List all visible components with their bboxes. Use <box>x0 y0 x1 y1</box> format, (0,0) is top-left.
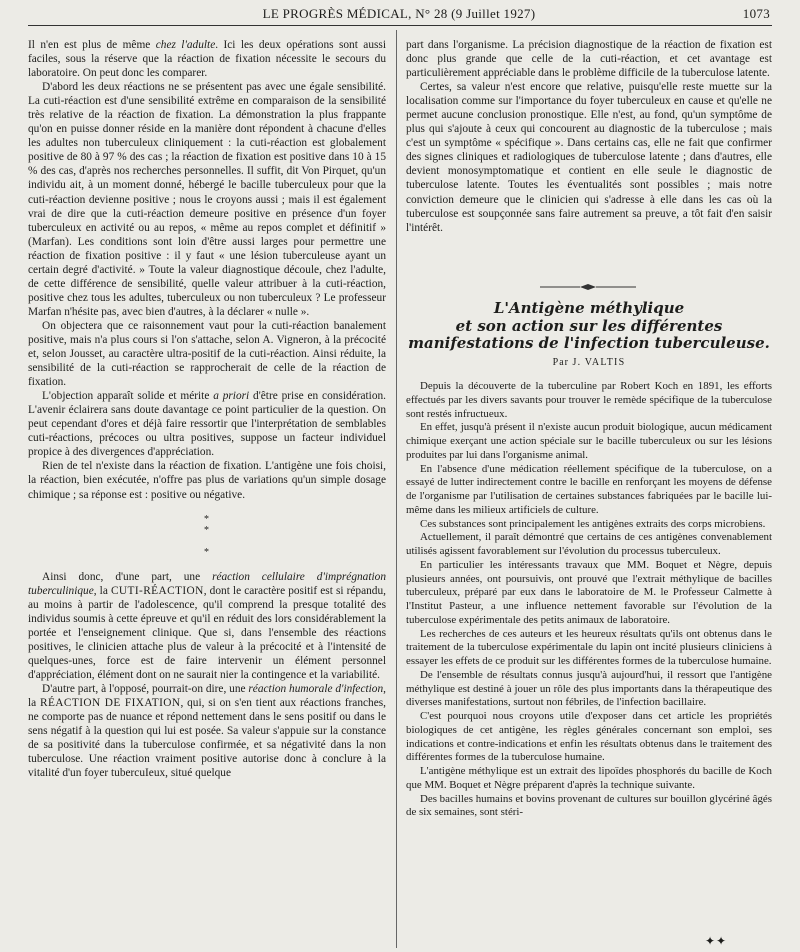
right-column-lower <box>406 380 772 820</box>
paragraph: Des bacilles humains et bovins provenant de cultures sur bouillon glycériné âgés de six semaines, sont stéri- <box>406 792 772 819</box>
text-run: . Ici les deux opérations sont aussi faciles, sous la réserve que la réaction de fixation nécessite le secours du laboratoire. On peut donc les comparer. <box>28 39 386 80</box>
asterism-star: * <box>204 546 210 558</box>
text-run: Ainsi donc, d'une part, une <box>42 570 213 583</box>
small-caps-run: CUTI-RÉACTION <box>110 584 204 597</box>
paragraph: C'est pourquoi nous croyons utile d'exposer dans cet article les propriétés biologiques de cet antigène, les règles générales concernant son emploi, ses indications et contre-indications et enfin les résultats obtenus dans le traitement des différentes formes de la tuberculose humaine. <box>406 710 772 764</box>
article-title-line: manifestations de l'infection tuberculeuse. <box>408 334 770 352</box>
paragraph: On objectera que ce raisonnement vaut pour la cuti-réaction banalement positive, mais n'a plus cours si l'on s'attache, selon A. Vigneron, à la précocité et, selon Jousset, au caractère ultra-positif de la cuti-réaction. Ainsi réduite, la sensibilité de la cuti-réaction se rapprocherait de celle de la réaction de fixation. <box>28 319 386 389</box>
column-rule <box>396 30 397 948</box>
paragraph: D'abord les deux réactions ne se présentent pas avec une égale sensibilité. La cuti-réaction est d'une sensibilité extrême en comparaison de la sensibilité très relative de la réaction de fixation. La démonstration la plus frappante qu'on en puisse donner réside en la manière dont répondent à chacune d'elles les adultes non tuberculeux cliniquement : la cuti-réaction est globalement positive de 80 à 97 % des cas ; la réaction de fixation est positive dans 10 à 15 % des cas, d'après nos recherches personnelles. Il suffit, dit Von Pirquet, qu'un individu ait, à un moment donné, hébergé le bacille tuberculeux pour que la cuti-réaction devienne positive ; nous le croyons aussi ; mais il est également vrai de dire que la cuti-réaction demeure positive en présence d'un foyer tuberculeux en activité ou au repos, « même au repos complet et définitif » (Marfan). Les conditions sont loin d'être aussi larges pour permettre une réaction de fixation positive : il y faut « une lésion tuberculeuse ayant un certain degré d'activité. » Toute la valeur diagnostique découle, chez l'adulte, de cette différence de sensibilité, quelle valeur attribuer à la cuti-réaction, positive chez tous les adultes, tuberculeux ou non tuberculeux ? Le professeur Marfan n'hésite pas, avec bien d'autres, à la déclarer « nulle ». <box>28 81 386 318</box>
paragraph: En effet, jusqu'à présent il n'existe aucun produit biologique, aucun médicament chimique exerçant une action spéciale sur le bacille tuberculeux ou sur les lésions produites par lui dans l'organisme animal. <box>406 421 772 461</box>
text-run: L'objection apparaît solide et mérite <box>42 390 214 403</box>
asterism-star: * <box>204 524 210 536</box>
paragraph <box>28 682 386 780</box>
italic-run: a priori <box>213 390 250 403</box>
text-run: , qui, si on s'en tient aux réactions franches, ne comporte pas de nuance et répond nettement dans le sens positif ou dans le sens négatif à la question qui lui est posée. Sa valeur s'appuie sur la constance de sa positivité dans la tuberculose confirmée, et sa négativité dans la non tuberculose. Une réaction vraiment positive autorise donc à conclure à la vitalité d'un foyer tubercuIeux, situé quelque <box>28 696 386 780</box>
paragraph: En particulier les intéressants travaux que MM. Boquet et Nègre, depuis plusieurs années, ont poursuivis, ont prouvé que l'extrait méthylique de bacilles tuberculeux, préparé par eux dans le laboratoire de M. le Professeur Calmette à l'Institut Pasteur, a une influence nettement favorable sur l'évolution de la tuberculose expérimentale des petits animaux de laboratoire. <box>406 558 772 626</box>
italic-run: réaction cellulaire d'imprégnation tuberculinique <box>28 570 386 597</box>
page-number: 1073 <box>742 6 770 21</box>
asterism <box>28 514 386 558</box>
asterism-star: * <box>204 513 210 525</box>
left-column <box>28 38 386 780</box>
text-run: d'être prise en considération. L'avenir éclairera sans doute davantage ce point particulier de la question. On peut cependant d'ores et déjà faire ressortir que l'interprétation de semblables cuti-réactions, précoces ou ultra positives, suppose un facteur individuel propice à des divergences d'appréciation. <box>28 390 387 459</box>
paragraph <box>28 570 386 682</box>
text-run: D'autre part, à l'opposé, pourrait-on dire, une <box>42 682 249 695</box>
paragraph: Actuellement, il paraît démontré que certains de ces antigènes convenablement utilisés agissent favorablement sur l'évolution du processus tuberculeux. <box>406 531 772 557</box>
italic-run: réaction humorale d'infection <box>248 682 384 695</box>
right-column-upper <box>406 38 772 235</box>
paragraph: L'antigène méthylique est un extrait des lipoïdes phosphorés du bacille de Koch que MM. Boquet et Nègre préparent d'après la technique suivante. <box>406 765 772 791</box>
running-header <box>28 6 770 26</box>
paragraph: part dans l'organisme. La précision diagnostique de la réaction de fixation est donc plus grande que celle de la cuti-réaction, et cet avantage est particulièrement appréciable dans le problème difficile de la tuberculose latente. <box>406 39 772 80</box>
article-byline <box>406 357 772 368</box>
end-ornament: ✦✦ <box>705 934 728 948</box>
text-run: Il n'en est plus de même <box>28 39 156 51</box>
text-run: , dont le caractère positif est si répandu, au moins à partir de l'adolescence, qu'il comprend la presque totalité des individus soumis à cette épreuve et qu'il en réduit des lors considérablement la portée et l'enseignement clinique. Que si, dans l'ensemble des réactions positives, le clinicien attache plus de valeur à la précocité et à l'intensité de quelques-unes, force est de faire intervenir un élément personnel d'appréciation, élément dont on ne saurait nier la contingence et la variabilité. <box>28 584 386 681</box>
italic-run: chez l'adulte <box>155 39 216 51</box>
header-rule <box>28 25 772 26</box>
article-title-line: L'Antigène méthylique <box>493 299 685 317</box>
paragraph <box>28 38 386 80</box>
paragraph: De l'ensemble de résultats connus jusqu'à aujourd'hui, il ressort que l'antigène méthylique est destiné à jouer un rôle des plus importants dans la thérapeutique des diverses manifestations, surtout non fébriles, de l'infection bacillaire. <box>406 668 772 709</box>
paragraph: Rien de tel n'existe dans la réaction de fixation. L'antigène une fois choisi, la réaction, bien exécutée, n'offre pas plus de variations qu'un simple dosage chimique ; sa réponse est : positive ou négative. <box>28 460 386 501</box>
paragraph <box>28 389 386 459</box>
article-title-line: et son action sur les différentes <box>455 316 723 335</box>
paragraph: Certes, sa valeur n'est encore que relative, puisqu'elle reste muette sur la localisation comme sur l'importance du foyer tuberculeux en cause et qu'elle ne permet aucune conclusion pronostique. Elle n'est, au fond, qu'un symptôme de plus qui s'ajoute à ceux qui concourent au diagnostic de la tuberculose ; mais c'est un symptôme « spécifique ». Dans certains cas, elle ne fait que confirmer des signes cliniques et radiologiques de tuberculose latente ; dans d'autres, elle devient monosymptomatique et contient en elle seule le diagnostic de tuberculose latente. Toutes les éventualités sont possibles ; mais notre conviction demeure que le clinicien qui s'adresse à elle dans les cas où la tuberculose est soupçonnée sans faire autrement sa preuve, a tôt fait d'en saisir l'intérêt. <box>406 81 772 234</box>
paragraph: En l'absence d'une médication réellement spécifique de la tuberculose, on a essayé de lutter indirectement contre le bacille en renforçant les moyens de défense de l'organisme par l'utilisation de certaines substances fabriquées par le bacille lui-même dans les milieux artificiels de culture. <box>406 462 772 516</box>
small-caps-run: RÉACTION DE FIXATION <box>40 696 181 709</box>
running-title: LE PROGRÈS MÉDICAL, N° 28 (9 Juillet 1927) <box>262 6 536 21</box>
paragraph: Ces substances sont principalement les antigènes extraits des corps microbiens. <box>420 517 766 530</box>
byline-prefix: Par <box>552 356 569 368</box>
article-heading <box>406 300 772 368</box>
author-name: J. VALTIS <box>572 356 626 368</box>
text-run: , la <box>93 584 111 597</box>
text-run: , la <box>28 682 386 709</box>
paragraph: Depuis la découverte de la tuberculine par Robert Koch en 1891, les efforts effectués par les divers savants pour trouver le remède spécifique de la tuberculose sont restés infructueux. <box>406 380 772 420</box>
paragraph: Les recherches de ces auteurs et les heureux résultats qu'ils ont obtenus dans le traitement de la tuberculose expérimentale du lapin ont incité plusieurs cliniciens à essayer les effets de ce produit sur les différentes formes de la tuberculose humaine. <box>406 627 772 667</box>
section-divider-ornament <box>540 282 636 292</box>
